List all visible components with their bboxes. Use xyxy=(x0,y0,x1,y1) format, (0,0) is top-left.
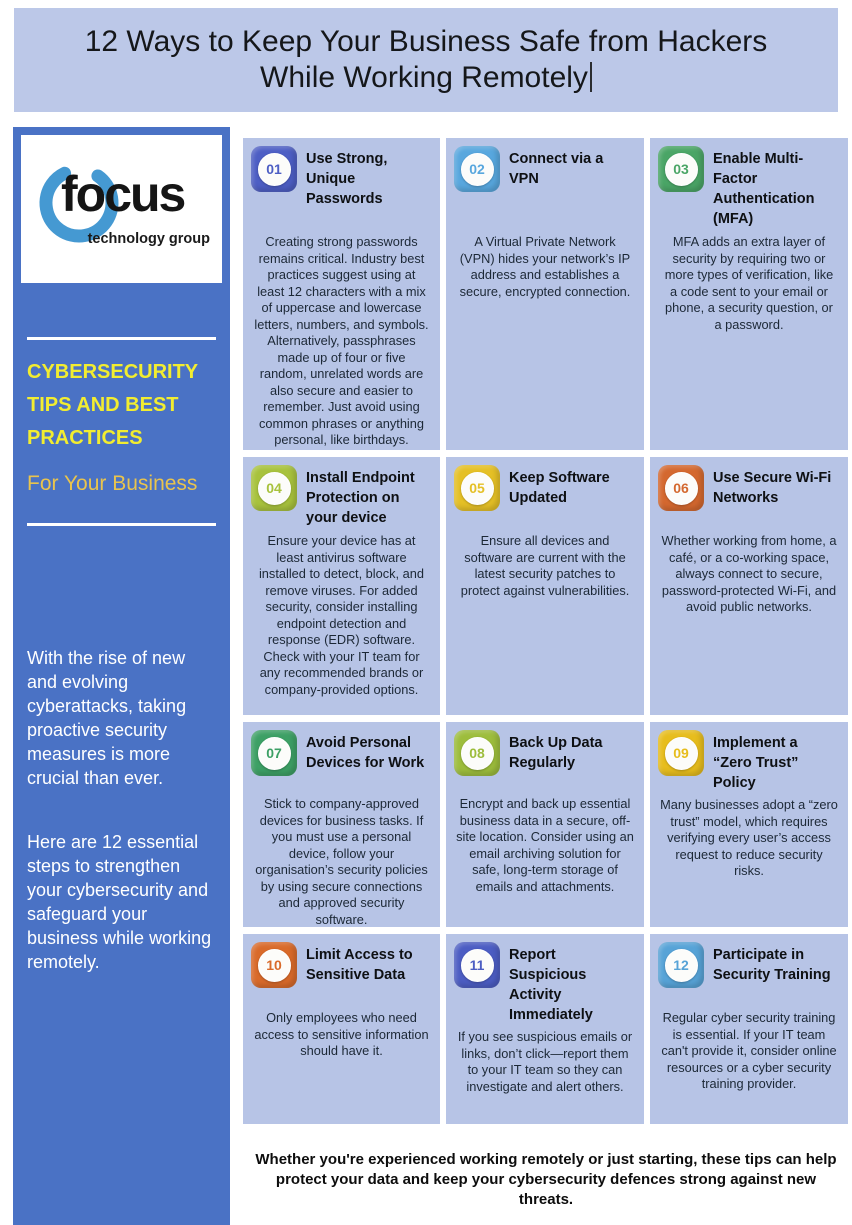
tip-card-10 xyxy=(243,934,440,1124)
tip-11-number-badge xyxy=(454,942,500,988)
tip-04-title: Install Endpoint Protection on your device xyxy=(306,470,415,526)
tip-02-number: 02 xyxy=(469,161,485,177)
tip-01-number: 01 xyxy=(266,161,282,177)
tip-12-title: Participate in Security Training xyxy=(713,947,831,983)
tip-07-title: Avoid Personal Devices for Work xyxy=(306,735,425,771)
tip-10-title: Limit Access to Sensitive Data xyxy=(306,947,413,983)
tip-card-09 xyxy=(650,722,848,927)
tip-03-number: 03 xyxy=(673,161,689,177)
header-banner xyxy=(14,8,838,112)
tip-card-01 xyxy=(243,138,440,450)
tip-02-body: A Virtual Private Network (VPN) hides your network’s IP address and establishes a secure, encrypted connection. xyxy=(459,234,631,299)
text-cursor xyxy=(590,62,592,92)
page-title[interactable] xyxy=(46,24,806,96)
sidebar-subheading: For Your Business xyxy=(27,472,198,495)
tip-11-body: If you see suspicious emails or links, don’t click—report them to your IT team so they can investigate and alert others. xyxy=(457,1029,633,1094)
tip-06-number: 06 xyxy=(673,480,689,496)
tip-02-title: Connect via a VPN xyxy=(509,151,604,187)
company-logo xyxy=(21,135,222,283)
tip-03-body: MFA adds an extra layer of security by requiring two or more types of verification, like a code sent to your email or phone, a security question, or a password. xyxy=(664,234,834,332)
tip-03-number-badge xyxy=(658,146,704,192)
tip-01-body: Creating strong passwords remains critical. Industry best practices suggest using at least 12 characters with a mix of uppercase and lowercase letters, numbers, and symbols. Alternatively, passphrases made up of four or five random, unrelated words are also secure and easier to remember. Just avoid using common phrases or anything personal, like birthdays. xyxy=(254,234,429,447)
tip-08-body: Encrypt and back up essential business data in a secure, off-site location. Consider using an email archiving solution for safe, long-term storage of emails and attachments. xyxy=(456,796,634,894)
logo-brand-text: focus xyxy=(61,166,185,222)
tip-01-number-badge xyxy=(251,146,297,192)
tip-01-title: Use Strong, Unique Passwords xyxy=(306,151,388,207)
tip-06-number-badge xyxy=(658,465,704,511)
tip-07-body: Stick to company-approved devices for business tasks. If you must use a personal device, follow your organisation’s security policies by using secure connections and approved security software. xyxy=(255,796,428,927)
sidebar-divider-top xyxy=(27,337,216,340)
sidebar-paragraph-1: With the rise of new and evolving cyberattacks, taking proactive security measures is more crucial than ever. xyxy=(27,648,187,788)
tip-05-number: 05 xyxy=(469,480,485,496)
logo-tagline: technology group xyxy=(87,231,210,247)
tip-05-body: Ensure all devices and software are current with the latest security patches to protect against vulnerabilities. xyxy=(460,533,630,598)
tip-10-number: 10 xyxy=(266,957,282,973)
tip-05-number-badge xyxy=(454,465,500,511)
tip-04-number: 04 xyxy=(266,480,282,496)
tip-08-number-badge xyxy=(454,730,500,776)
tip-08-title: Back Up Data Regularly xyxy=(509,735,603,771)
tip-03-title: Enable Multi-Factor Authentication (MFA) xyxy=(713,151,815,227)
tip-card-02 xyxy=(446,138,644,450)
sidebar xyxy=(13,127,230,1225)
tip-12-number: 12 xyxy=(673,957,689,973)
footer-note: Whether you're experienced working remotely or just starting, these tips can help protect your data and keep your cybersecurity defences strong against new threats. xyxy=(255,1151,837,1208)
tip-07-number-badge xyxy=(251,730,297,776)
tip-06-title: Use Secure Wi-Fi Networks xyxy=(713,470,832,506)
tip-06-body: Whether working from home, a café, or a co-working space, always connect to secure, password-protected Wi-Fi, and avoid public networks. xyxy=(661,533,837,614)
tip-card-12 xyxy=(650,934,848,1124)
tip-04-number-badge xyxy=(251,465,297,511)
sidebar-heading: CYBERSECURITY TIPS AND BEST PRACTICES xyxy=(27,361,198,449)
sidebar-paragraph-2: Here are 12 essential steps to strengthen your cybersecurity and safeguard your business while working remotely. xyxy=(27,832,212,972)
tip-10-body: Only employees who need access to sensitive information should have it. xyxy=(254,1010,429,1058)
tip-09-body: Many businesses adopt a “zero trust” model, which requires verifying every user’s access request to reduce security risks. xyxy=(660,797,838,878)
tip-12-body: Regular cyber security training is essential. If your IT team can't provide it, consider online resources or a cyber security training provider. xyxy=(661,1010,837,1091)
tip-04-body: Ensure your device has at least antivirus software installed to detect, block, and remove viruses. For added security, consider installing endpoint detection and response (EDR) software. Check with your IT team for any recommended brands or company-provided options. xyxy=(258,533,425,697)
tip-08-number: 08 xyxy=(469,745,485,761)
tip-card-04 xyxy=(243,457,440,715)
tip-05-title: Keep Software Updated xyxy=(509,470,610,506)
tip-07-number: 07 xyxy=(266,745,282,761)
tip-09-title: Implement a “Zero Trust” Policy xyxy=(713,735,799,791)
tip-12-number-badge xyxy=(658,942,704,988)
tip-card-07 xyxy=(243,722,440,927)
tip-09-number: 09 xyxy=(673,745,689,761)
page-title-text: 12 Ways to Keep Your Business Safe from Hackers While Working Remotely xyxy=(84,25,768,94)
tip-card-06 xyxy=(650,457,848,715)
tips-grid xyxy=(243,138,852,1124)
tip-card-11 xyxy=(446,934,644,1124)
tip-11-title: Report Suspicious Activity Immediately xyxy=(509,947,593,1023)
tip-11-number: 11 xyxy=(469,957,485,973)
tip-09-number-badge xyxy=(658,730,704,776)
tip-02-number-badge xyxy=(454,146,500,192)
sidebar-divider-bottom xyxy=(27,523,216,526)
tip-card-03 xyxy=(650,138,848,450)
tip-card-08 xyxy=(446,722,644,927)
tip-10-number-badge xyxy=(251,942,297,988)
tip-card-05 xyxy=(446,457,644,715)
